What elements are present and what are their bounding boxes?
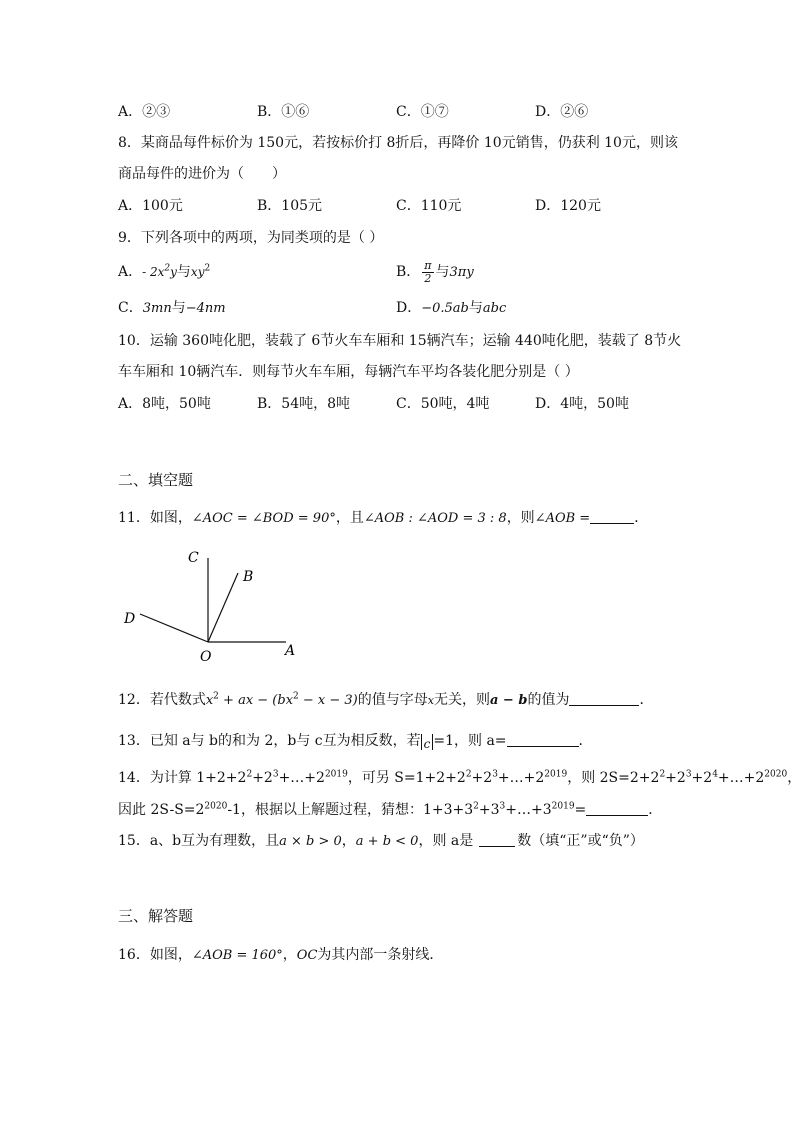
- label-c: C: [188, 550, 199, 566]
- q8-stem-line1: 8．某商品每件标价为 150元，若按标价打 8折后，再降价 10元销售，仍获利 10元，则该: [118, 135, 678, 151]
- q9-option-a: A．- $2x^2y$与$xy^2$: [118, 263, 211, 280]
- q8-option-c: C．110元: [396, 198, 462, 214]
- q13-stem: 13．已知 a与 b的和为 2，b与 c互为相反数，若 c =1，则 a= ．: [118, 733, 593, 751]
- q8-option-d: D．120元: [535, 198, 601, 214]
- section-heading-solutions: 三、解答题: [118, 907, 194, 925]
- q12-answer-blank[interactable]: [569, 691, 639, 706]
- q10-option-c: C．50吨，4吨: [396, 396, 490, 412]
- q7-option-d: D．②⑥: [535, 104, 589, 120]
- q14-stem-line1: 14．为计算 $1+2+2^2+2^3+\dots+2^{2019}$，可另 $S=1+2+2^2+2^3+\dots+2^{2019}$，则 $2S=2+2^2+2^3+2^4+\dots+2^{2020}$，: [118, 769, 801, 786]
- q14-answer-blank[interactable]: [586, 801, 648, 816]
- section-heading-fill-in: 二、填空题: [118, 471, 194, 489]
- q7-option-a: A．②③: [118, 104, 171, 120]
- ray-od: [140, 614, 208, 642]
- q15-answer-blank[interactable]: [479, 832, 515, 847]
- q12-stem: 12．若代数式$x^2$ + ax − $(bx^2 - x - 3)$的值与字母x无关，则a − b的值为 ．: [118, 691, 654, 708]
- ray-ob: [208, 573, 238, 642]
- label-o: O: [200, 649, 212, 665]
- q7-option-c: C．①⑦: [396, 104, 449, 120]
- q16-stem: 16．如图，∠AOB = 160°，OC为其内部一条射线．: [118, 947, 444, 963]
- q11-angle-figure: [118, 543, 308, 668]
- q11-stem: 11．如图，∠AOC = ∠BOD = 90°，且∠AOB : ∠AOD = 3 : 8，则∠AOB = ．: [118, 510, 649, 526]
- q9-option-b: B． $\frac{\pi}{2}$ 与3πy: [396, 258, 474, 285]
- q10-stem-line2: 车车厢和 10辆汽车．则每节火车车厢，每辆汽车平均各装化肥分别是（ ）: [118, 364, 579, 380]
- label-a: A: [285, 643, 296, 659]
- q14-stem-line2: 因此 $2S-S=2^{2020}-1$，根据以上解题过程，猜想：$1+3+3^2+3^3+\dots+3^{2019}=$ ．: [118, 801, 663, 818]
- q8-option-a: A．100元: [118, 198, 183, 214]
- q10-option-d: D．4吨，50吨: [535, 396, 629, 412]
- q8-option-b: B．105元: [257, 198, 323, 214]
- q9-stem: 9．下列各项中的两项，为同类项的是（ ）: [118, 230, 384, 246]
- q13-answer-blank[interactable]: [507, 732, 579, 747]
- q10-option-b: B．54吨，8吨: [257, 396, 351, 412]
- q15-stem: 15．a、b互为有理数，且a × b > 0，a + b < 0，则 a是 数（填“正”或“负”）: [118, 833, 644, 849]
- label-b: B: [243, 569, 254, 585]
- q9-option-d: D．−0.5ab与abc: [396, 300, 507, 316]
- q11-answer-blank[interactable]: [590, 509, 634, 524]
- q7-option-b: B．①⑥: [257, 104, 310, 120]
- q10-stem-line1: 10．运输 360吨化肥，装载了 6节火车车厢和 15辆汽车；运输 440吨化肥，装载了 8节火: [118, 333, 682, 349]
- q10-option-a: A．8吨，50吨: [118, 396, 211, 412]
- q8-stem-line2: 商品每件的进价为（ ）: [118, 166, 286, 182]
- q9-option-c: C．3mn与−4nm: [118, 300, 226, 316]
- label-d: D: [124, 611, 136, 627]
